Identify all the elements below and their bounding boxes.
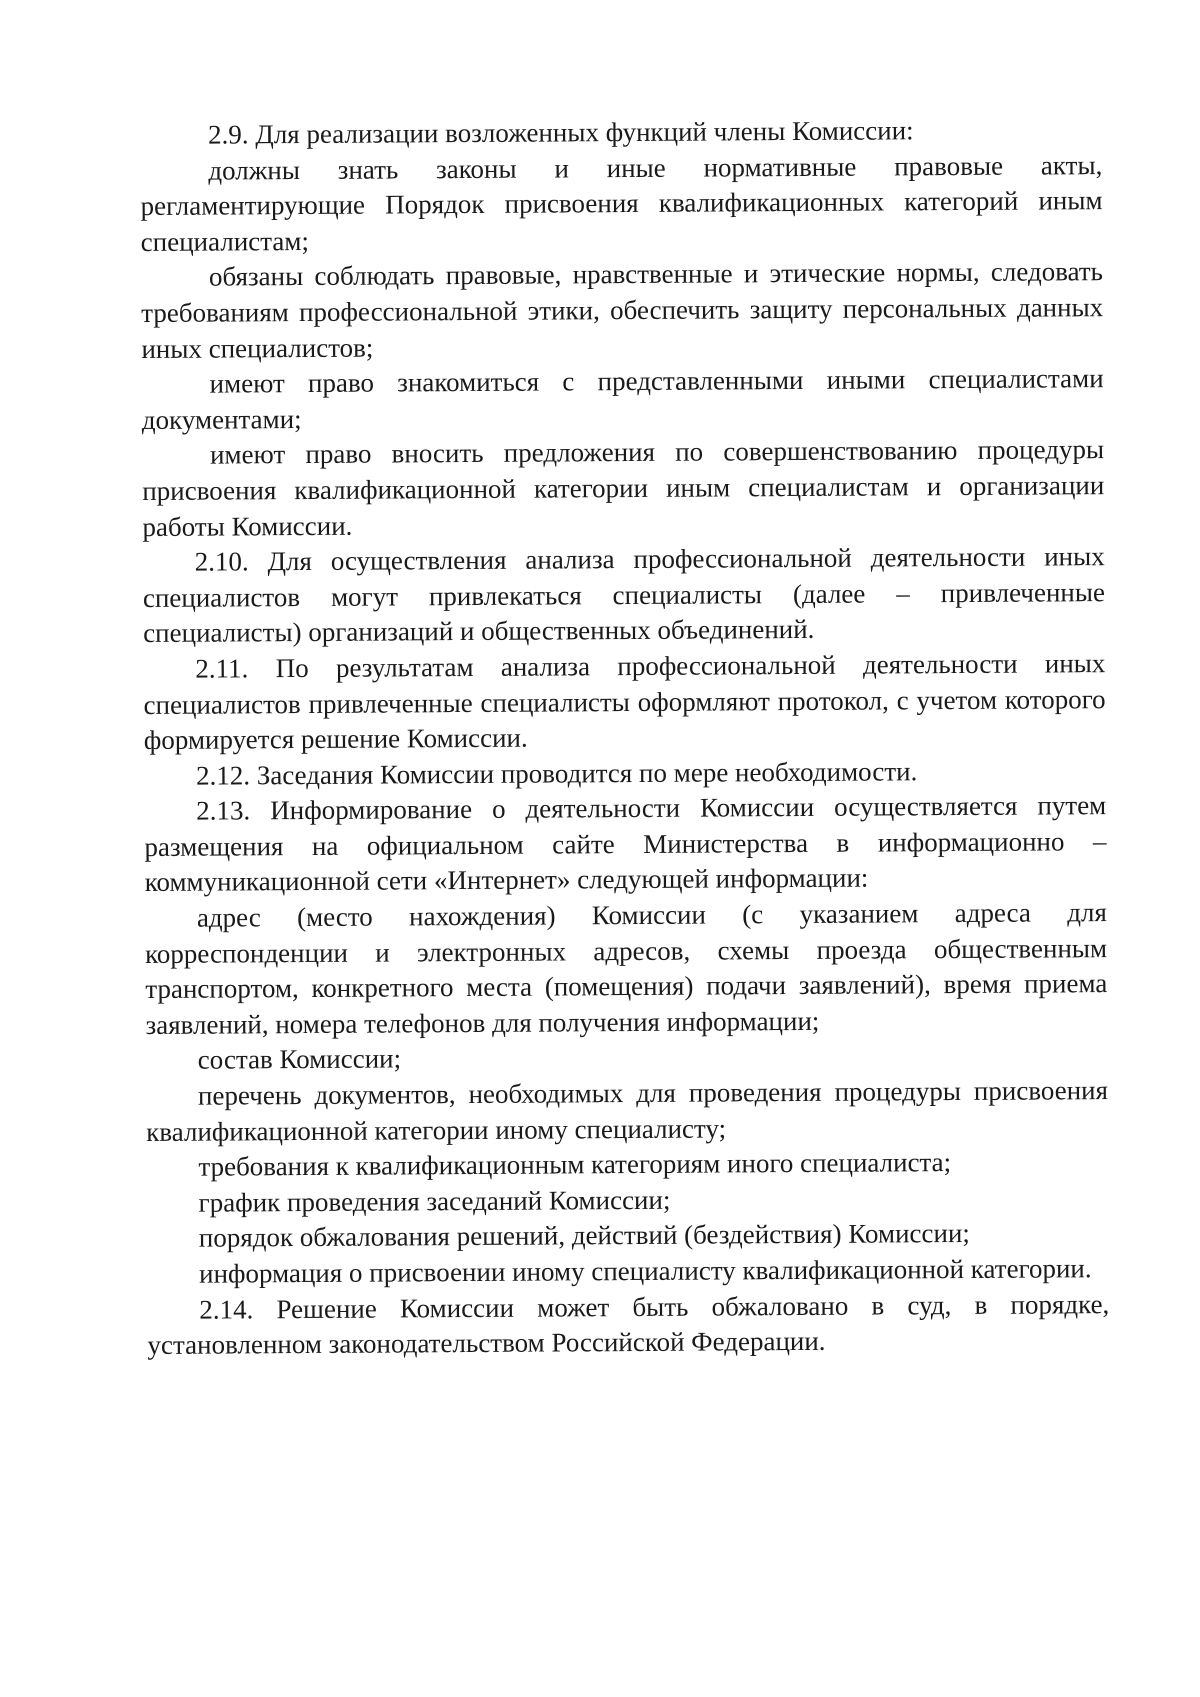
list-item-address: адрес (место нахождения) Комиссии (с указанием адреса для корреспонденции и электронных адресов, схемы проезда общественным транспортом, конкретного места (помещения) подачи заявлений), время приема заявлений, номера телефонов для получения информации; <box>145 897 1108 1040</box>
list-item-document-list: перечень документов, необходимых для проведения процедуры присвоения квалификационной категории иному специалисту; <box>146 1075 1109 1147</box>
list-item-obliged: обязаны соблюдать правовые, нравственные и этические нормы, следовать требованиям профессиональной этики, обеспечить защиту персональных данных иных специалистов; <box>141 256 1104 364</box>
paragraph-2-14: 2.14. Решение Комиссии может быть обжаловано в суд, в порядке, установленном законодательством Российской Федерации. <box>147 1288 1110 1361</box>
paragraph-2-13: 2.13. Информирование о деятельности Комиссии осуществляется путем размещения на официальном сайте Министерства в информационно – коммуникационной сети «Интернет» следующей информации: <box>144 790 1107 898</box>
list-item-appeal-procedure: порядок обжалования решений, действий (бездействия) Комиссии; <box>198 1218 970 1254</box>
list-item-know-laws: должны знать законы и иные нормативные правовые акты, регламентирующие Порядок присвоения квалификационных категорий иным специалистам; <box>140 149 1103 257</box>
list-item-requirements: требования к квалификационным категориям иного специалиста; <box>198 1147 952 1182</box>
paragraph-2-9: 2.9. Для реализации возложенных функций члены Комиссии: <box>208 115 914 150</box>
list-item-schedule: график проведения заседаний Комиссии; <box>198 1184 671 1218</box>
paragraph-2-12: 2.12. Заседания Комиссии проводится по мере необходимости. <box>195 755 918 791</box>
paragraph-2-10: 2.10. Для осуществления анализа профессиональной деятельности иных специалистов могут привлекаться специалисты (далее – привлеченные специалисты) организаций и общественных объединений. <box>142 541 1106 649</box>
list-item-composition: состав Комиссии; <box>197 1043 402 1076</box>
paragraph-2-11: 2.11. По результатам анализа профессиональной деятельности иных специалистов привлеченные специалисты оформляют протокол, с учетом которого формируется решение Комиссии. <box>143 648 1106 756</box>
list-item-propose-improvements: имеют право вносить предложения по совершенствованию процедуры присвоения квалификационной категории иным специалистам и организации работы Комиссии. <box>142 434 1105 542</box>
list-item-review-documents: имеют право знакомиться с представленными иными специалистами документами; <box>141 363 1104 435</box>
document-body <box>140 112 1110 1364</box>
list-item-assignment-info: информация о присвоении иному специалисту квалификационной категории. <box>198 1253 1092 1289</box>
